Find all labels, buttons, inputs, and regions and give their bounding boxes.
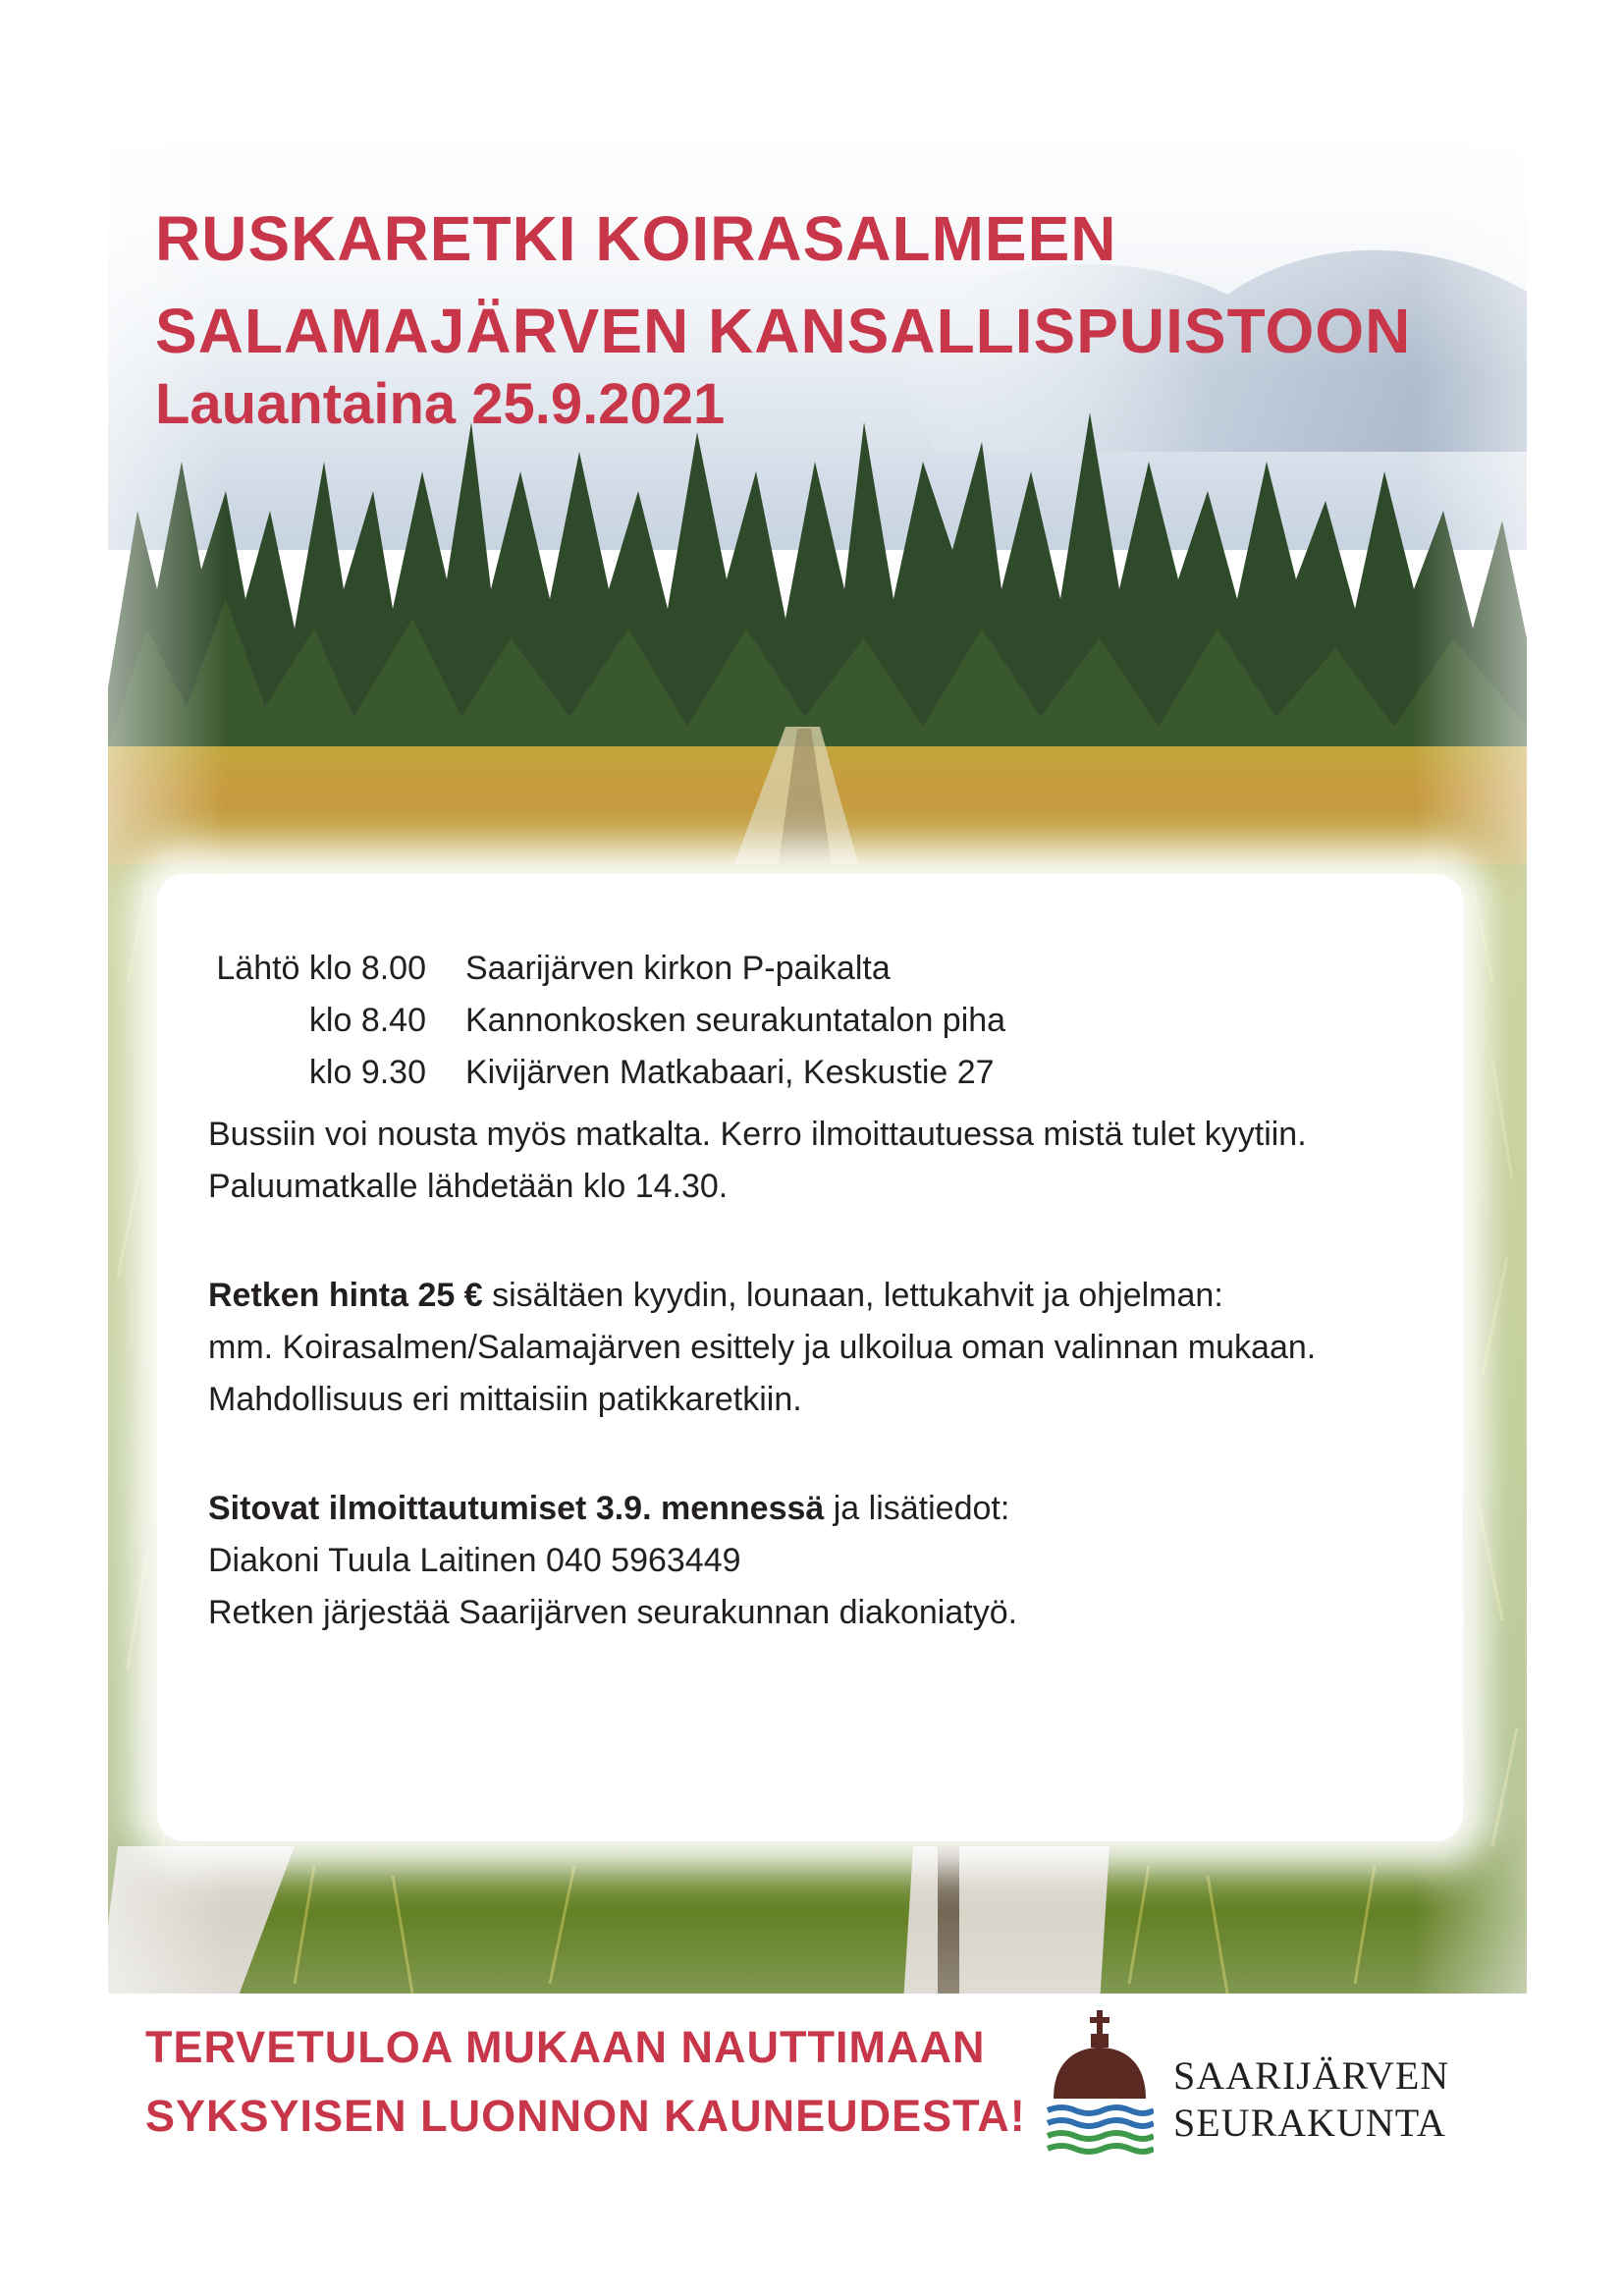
schedule-place: Kannonkosken seurakuntatalon piha <box>465 1002 1006 1039</box>
price-info <box>208 1270 1424 1426</box>
info-card <box>157 874 1463 1841</box>
pickup-line-1: Bussiin voi nousta myös matkalta. Kerro ilmoittautuessa mistä tulet kyytiin. <box>208 1116 1307 1153</box>
parish-name <box>1173 2052 1449 2147</box>
price-includes: sisältäen kyydin, lounaan, lettukahvit ja ohjelman: <box>482 1277 1223 1314</box>
schedule-place: Kivijärven Matkabaari, Keskustie 27 <box>465 1054 995 1091</box>
return-time: Paluumatkalle lähdetään klo 14.30. <box>208 1168 729 1205</box>
welcome-message <box>145 2013 1026 2151</box>
schedule-time: klo 9.30 <box>308 1054 426 1091</box>
price-heading: Retken hinta 25 € <box>208 1277 483 1314</box>
title-line-2: SALAMAJÄRVEN KANSALLISPUISTOON <box>155 296 1412 366</box>
schedule-place: Saarijärven kirkon P-paikalta <box>465 950 891 987</box>
info-card-body <box>208 943 1424 1639</box>
welcome-line-1: TERVETULOA MUKAAN NAUTTIMAAN <box>145 2022 986 2072</box>
registration-info <box>208 1483 1424 1639</box>
title-line-1: RUSKARETKI KOIRASALMEEN <box>155 203 1117 274</box>
welcome-line-2: SYKSYISEN LUONNON KAUNEUDESTA! <box>145 2091 1026 2141</box>
hiking-options: Mahdollisuus eri mittaisiin patikkaretkiin. <box>208 1381 802 1418</box>
registration-deadline: Sitovat ilmoittautumiset 3.9. mennessä <box>208 1490 825 1527</box>
organizer: Retken järjestää Saarijärven seurakunnan diakoniatyö. <box>208 1594 1018 1631</box>
parish-logo <box>1046 2008 1478 2156</box>
event-date: Lauantaina 25.9.2021 <box>155 372 726 436</box>
parish-name-line-2: SEURAKUNTA <box>1173 2101 1446 2145</box>
schedule-time: Lähtö klo 8.00 <box>216 950 426 987</box>
church-dome-icon <box>1046 2008 1154 2156</box>
departure-schedule <box>208 943 1424 1099</box>
schedule-time: klo 8.40 <box>308 1002 426 1039</box>
program-description: mm. Koirasalmen/Salamajärven esittely ja ulkoilua oman valinnan mukaan. <box>208 1329 1317 1366</box>
registration-more: ja lisätiedot: <box>824 1490 1010 1527</box>
event-title <box>155 192 1411 377</box>
contact-person: Diakoni Tuula Laitinen 040 5963449 <box>208 1542 741 1579</box>
parish-name-line-1: SAARIJÄRVEN <box>1173 2053 1450 2098</box>
pickup-info <box>208 1109 1424 1213</box>
